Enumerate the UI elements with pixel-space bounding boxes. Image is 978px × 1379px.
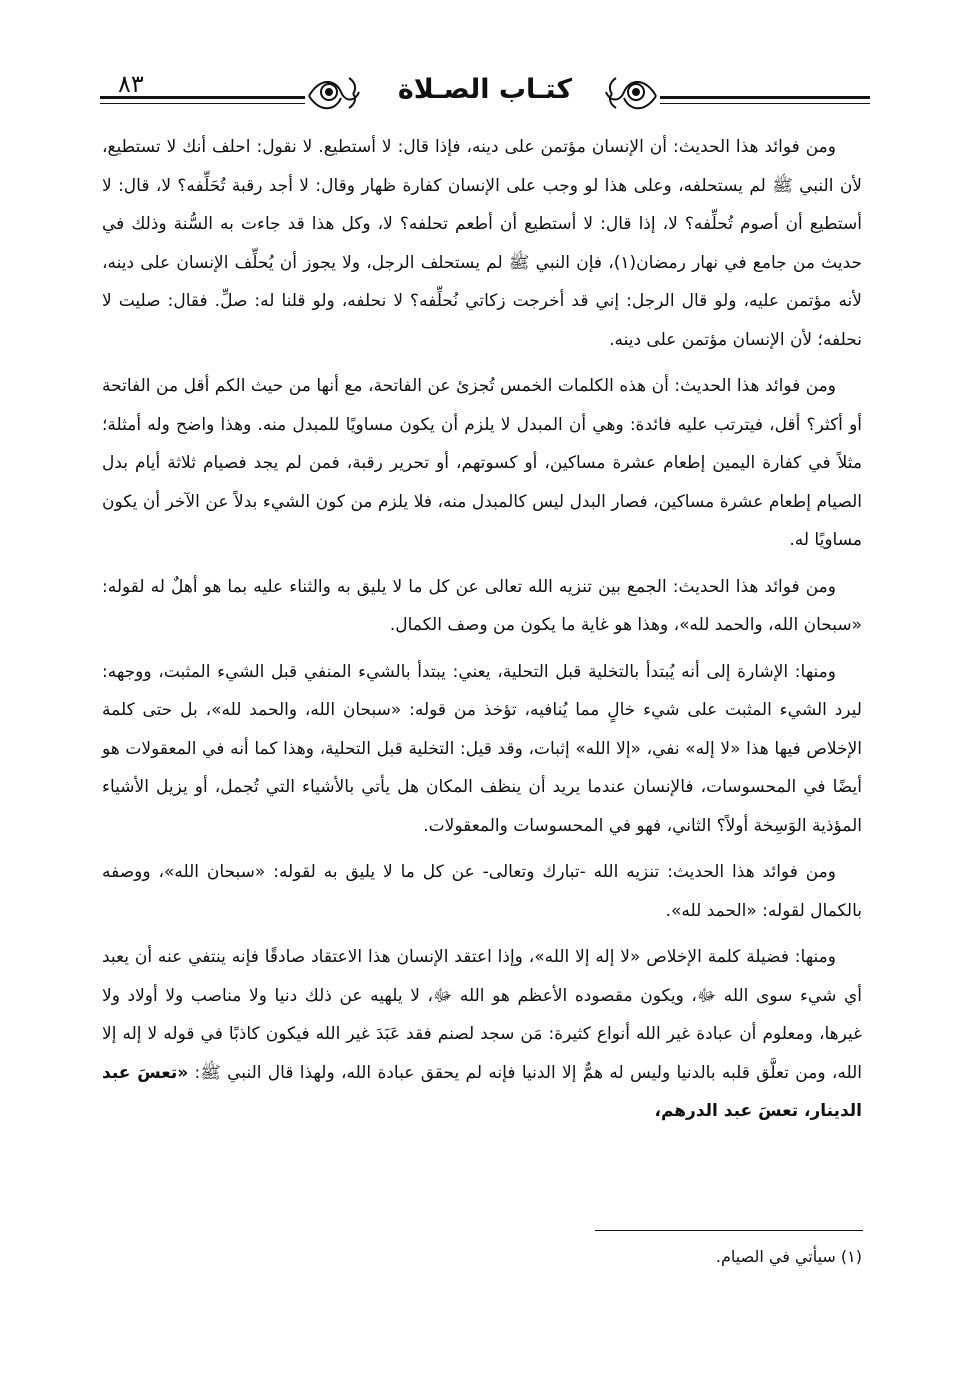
book-title: كتـاب الصـلاة — [397, 74, 573, 105]
paragraph: ومن فوائد هذا الحديث: أن هذه الكلمات الخمس تُجزئ عن الفاتحة، مع أنها من حيث الكم أقل من الفاتحة أو أكثر؟ أقل، فيترتب عليه فائدة: وهي أن المبدل لا يلزم أن يكون مساويًا للمبدل منه. وهذا واضح وله أمثلة؛ مثلاً في كفارة اليمين إطعام عشرة مساكين، أو كسوتهم، أو تحرير رقبة، فمن لم يجد فصيام ثلاثة أيام بدل الصيام إطعام عشرة مساكين، فصار البدل ليس كالمبدل منه، فلا يلزم من كون الشيء بدلاً عن الآخر أن يكون مساويًا له. — [102, 376, 862, 550]
header-rule-right — [660, 96, 870, 99]
ornament-right-icon — [602, 68, 660, 116]
page-number: ٨٣ — [118, 70, 144, 98]
paragraph: ومن فوائد هذا الحديث: تنزيه الله -تبارك وتعالى- عن كل ما لا يليق به لقوله: «سبحان الله»، ووصفه بالكمال لقوله: «الحمد لله». — [102, 862, 862, 921]
header-rule-left — [100, 96, 305, 99]
paragraph — [102, 938, 862, 1131]
footnote: (١) سيأتي في الصيام. — [715, 1247, 862, 1266]
paragraph-text: ومنها: فضيلة كلمة الإخلاص «لا إله إلا الله»، وإذا اعتقد الإنسان هذا الاعتقاد صادقًا فإنه ينتفي عنه أن يعبد أي شيء سوى الله ﷻ، ويكون مقصوده الأعظم هو الله ﷻ، لا يلهيه عن ذلك دنيا ولا مناصب ولا أولاد ولا غيرها، ومعلوم أن عبادة غير الله أنواع كثيرة: مَن سجد لصنم فقد عَبَدَ غير الله فيكون كاذبًا في قوله لا إله إلا الله، ومن تعلَّق قلبه بالدنيا وليس له همٌّ إلا الدنيا فإنه لم يحقق عبادة الله، ولهذا قال النبي ﷺ: — [102, 947, 862, 1083]
paragraph: ومن فوائد هذا الحديث: أن الإنسان مؤتمن على دينه، فإذا قال: لا أستطيع. لا نقول: احلف أنك لا تستطيع، لأن النبي ﷺ لم يستحلفه، وعلى هذا لو وجب على الإنسان كفارة ظهار وقال: لا أجد رقبة تُحَلِّفه؟ لا، قال: لا أستطيع أن أصوم تُحلِّفه؟ لا، إذا قال: لا أستطيع أن أطعم تحلفه؟ لا، وكل هذا قد جاءت به السُّنة وذلك في حديث من جامع في نهار رمضان(١)، فإن النبي ﷺ لم يستحلف الرجل، ولا يجوز أن يُحلِّف الإنسان على دينه، لأنه مؤتمن عليه، ولو قال الرجل: إني قد أخرجت زكاتي نُحلِّفه؟ لا نحلفه، ولو قلنا له: صلِّ. فقال: صليت لا نحلفه؛ لأن الإنسان مؤتمن على دينه. — [102, 137, 863, 350]
header-rule-left-thin — [100, 103, 305, 104]
footnote-rule — [595, 1230, 863, 1231]
paragraph: ومن فوائد هذا الحديث: الجمع بين تنزيه الله تعالى عن كل ما لا يليق به والثناء عليه بما هو أهلٌ له لقوله: «سبحان الله، والحمد لله»، وهذا هو غاية ما يكون من وصف الكمال. — [102, 576, 862, 635]
hadith-quote: «تعسَ عبد الدينار، تعسَ عبد الدرهم، — [102, 1062, 862, 1121]
page-header — [100, 62, 870, 120]
header-rule-right-thin — [660, 103, 870, 104]
paragraph: ومنها: الإشارة إلى أنه يُبتدأ بالتخلية قبل التحلية، يعني: يبتدأ بالشيء المنفي قبل الشيء المثبت، ووجهه: ليرد الشيء المثبت على شيء خالٍ مما يُنافيه، تؤخذ من قوله: «سبحان الله، والحمد لله»، بل حتى كلمة الإخلاص فيها هذا «لا إله» نفي، «إلا الله» إثبات، وقد قيل: التخلية قبل التحلية، وهذا كما أنه في المعقولات هو أيضًا في المحسوسات، فالإنسان عندما يريد أن ينظف المكان هل يأتي بالأشياء التي تُجمل، أو يزيل الأشياء المؤذية الوَسِخة أولاً؟ الثاني، فهو في المحسوسات والمعقولات. — [102, 661, 862, 836]
ornament-left-icon — [305, 68, 363, 116]
main-text — [102, 128, 862, 1131]
